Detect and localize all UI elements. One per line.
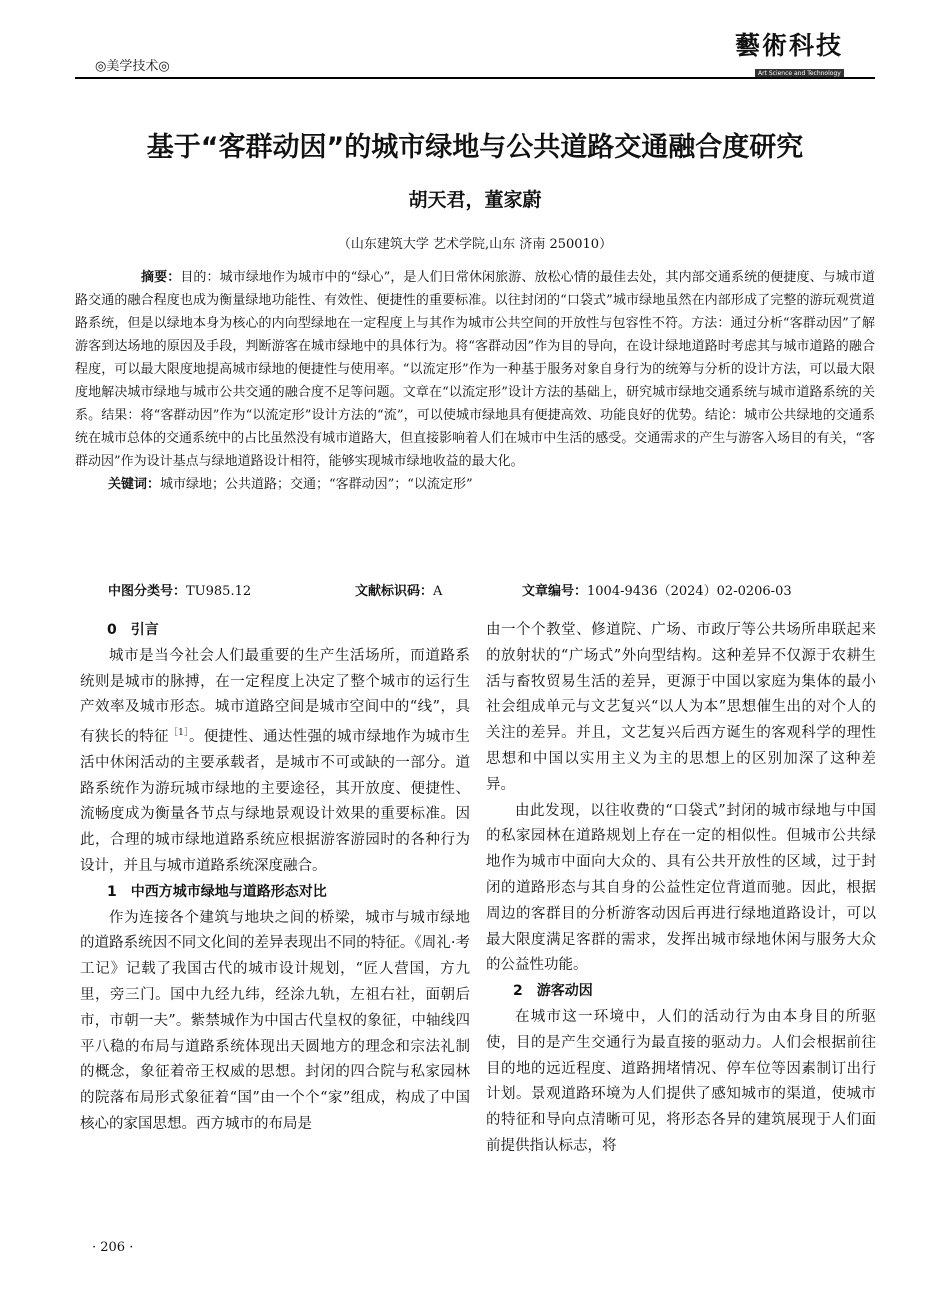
logo-subtitle: Art Science and Technology: [755, 69, 844, 78]
left-column: [80, 618, 470, 1138]
article-number: [522, 580, 792, 599]
affiliation: （山东建筑大学 艺术学院,山东 济南 250010）: [337, 237, 613, 252]
paragraph: 作为连接各个建筑与地块之间的桥梁，城市与城市绿地的道路系统因不同文化间的差异表现出不同的特征。《周礼·考工记》记载了我国古代的城市设计规划，“匠人营国，方九里，旁三门。国中九经九纬，经涂九轨，左祖右社，面朝后市，市朝一夫”。紫禁城作为中国古代皇权的象征，中轴线四平八稳的布局与道路系统体现出天圆地方的理念和宗法礼制的概念，象征着帝王权威的思想。封闭的四合院与私家园林的院落布局形式象征着“国”由一个个“家”组成，构成了中国核心的家国思想。西方城市的布局是: [80, 909, 470, 1132]
doc-code: [355, 580, 442, 599]
abstract: [75, 266, 875, 496]
articleno-value: 1004-9436（2024）02-0206-03: [587, 584, 792, 599]
right-column: [486, 618, 876, 1160]
heading-intro: 0 引言: [107, 622, 159, 638]
paragraph: 由一个个教堂、修道院、广场、市政厅等公共场所串联起来的放射状的“广场式”外向型结构。这种差异不仅源于农耕生活与畜牧贸易生活的差异，更源于中国以家庭为集体的最小社会组成单元与文艺复兴“以人为本”思想催生出的对个人的关注的差异。并且，文艺复兴后西方诞生的客观科学的理性思想和中国以实用主义为主的思想上的区别加深了这种差异。: [486, 622, 876, 793]
citation[interactable]: ［1］: [168, 728, 189, 739]
heading-section-1: 1 中西方城市绿地与道路形态对比: [107, 883, 327, 900]
paragraph: [80, 644, 470, 880]
abstract-label: 摘要：: [141, 270, 181, 285]
journal-logo: [735, 31, 850, 77]
paragraph-text: 。便捷性、通达性强的城市绿地作为城市生活中休闲活动的主要承载者，是城市不可或缺的一部分。道路系统作为游玩城市绿地的主要途径，其开放度、便捷性、流畅度成为衡量各节点与绿地景观设计效果的重要标准。因此，合理的城市绿地道路系统应根据游客游园时的各种行为设计，并且与城市道路系统深度融合。: [80, 729, 471, 874]
section-label: ◎美学技术◎: [95, 59, 170, 74]
keywords-text: 城市绿地；公共道路；交通；“客群动因”；“以流定形”: [160, 477, 473, 492]
clc: [108, 580, 251, 599]
paragraph: 由此发现，以往收费的“口袋式”封闭的城市绿地与中国的私家园林在道路规划上存在一定的相似性。但城市公共绿地作为城市中面向大众的、具有公共开放性的区域，过于封闭的道路形态与其自身的公益性定位背道而驰。因此，根据周边的客群目的分析游客动因后再进行绿地道路设计，可以最大限度满足客群的需求，发挥出城市绿地休闲与服务大众的公益性功能。: [486, 802, 876, 974]
abstract-text: 目的：城市绿地作为城市中的“绿心”，是人们日常休闲旅游、放松心情的最佳去处，其内部交通系统的便捷度、与城市道路交通的融合程度也成为衡量绿地功能性、有效性、便捷性的重要标准。以往封闭的“口袋式”城市绿地虽然在内部形成了完整的游玩观赏道路系统，但是以绿地本身为核心的内向型绿地在一定程度上与其作为城市公共空间的开放性与包容性不符。方法：通过分析“客群动因”了解游客到达场地的原因及手段，判断游客在城市绿地中的具体行为。将“客群动因”作为目的导向，在设计绿地道路时考虑其与城市道路的融合程度，可以最大限度地提高城市绿地的便捷性与使用率。“以流定形”作为一种基于服务对象自身行为的统筹与分析的设计方法，可以最大限度地解决城市绿地与城市公共交通的融合度不足等问题。文章在“以流定形”设计方法的基础上，研究城市绿地交通系统与城市道路系统的关系。结果：将“客群动因”作为“以流定形”设计方法的“流”，可以使城市绿地具有便捷高效、功能良好的优势。结论：城市公共绿地的交通系统在城市总体的交通系统中的占比虽然没有城市道路大，但直接影响着人们在城市中生活的感受。交通需求的产生与游客入场目的有关，“客群动因”作为设计基点与绿地道路设计相符，能够实现城市绿地收益的最大化。: [75, 270, 875, 469]
keywords: [75, 473, 875, 496]
paragraph: 在城市这一环境中，人们的活动行为由本身目的所驱使，目的是产生交通行为最直接的驱动力。人们会根据前往目的地的远近程度、道路拥堵情况、停车位等因素制订出行计划。景观道路环境为人们提供了感知城市的渠道，使城市的特征和导向点清晰可见，将形态各异的建筑展现于人们面前提供指认标志，将: [486, 1008, 876, 1154]
articleno-label: 文章编号：: [522, 584, 588, 599]
doccode-value: A: [433, 584, 443, 599]
header-rule: [75, 77, 875, 79]
paragraph-text: 城市是当今社会人们最重要的生产生活场所，而道路系统则是城市的脉搏，在一定程度上决定了整个城市的运行生产效率及城市形态。城市道路空间是城市空间中的“线”，具有狭长的特征: [80, 647, 470, 746]
doccode-label: 文献标识码：: [355, 584, 434, 599]
clc-label: 中图分类号：: [108, 584, 187, 599]
paper-title: 基于“客群动因”的城市绿地与公共道路交通融合度研究: [146, 132, 804, 163]
authors: 胡天君，董家蔚: [408, 189, 542, 211]
page-number: · 206 ·: [92, 1240, 134, 1255]
heading-section-2: 2 游客动因: [513, 983, 593, 1000]
keywords-label: 关键词：: [108, 477, 161, 492]
logo-text: 藝術科技: [735, 31, 844, 60]
clc-value: TU985.12: [186, 584, 252, 599]
